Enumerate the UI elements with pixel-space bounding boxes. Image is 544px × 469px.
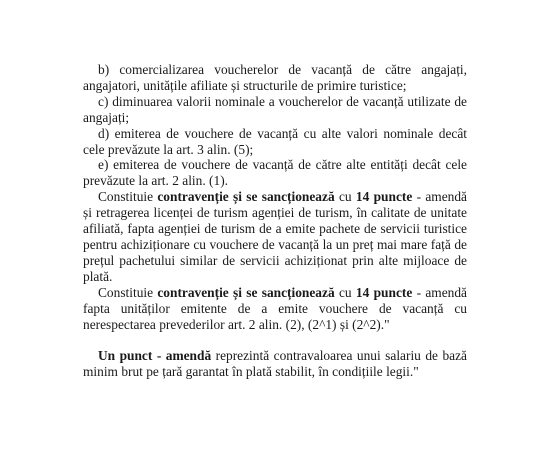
text-run: c) diminuarea valorii nominale a voucherelor de vacanță utilizate de angajați; — [83, 93, 467, 125]
paragraph-item-d — [83, 126, 467, 158]
text-run: e) emiterea de vouchere de vacanță de către alte entități decât cele prevăzute la art. 2 alin. (1). — [83, 157, 467, 189]
paragraph-contravention-1 — [83, 189, 467, 284]
paragraph-item-b — [83, 62, 467, 94]
paragraph-item-c — [83, 94, 467, 126]
text-run: - amendă fapta unităților emitente de a emite vouchere de vacanță cu nerespectarea prevederilor art. 2 alin. (2), (2^1) și (2^2)." — [83, 284, 467, 332]
bold-text: Un punct - amendă — [98, 348, 212, 364]
text-run: cu — [334, 189, 356, 205]
text-run: Constituie — [98, 284, 158, 300]
bold-text: contravenție și se sancționează — [157, 284, 335, 300]
paragraph-definition — [83, 348, 467, 380]
text-run: - amendă și retragerea licenței de turism agenției de turism, în calitate de unitate afiliată, fapta agenției de turism de a emite pachete de servicii turistice pentru achiziționare cu vouchere de vacanță la un preț mai mare față de prețul pachetului similar de servicii achiziționat prin alte mijloace de plată. — [83, 189, 467, 284]
text-run: reprezintă contravaloarea unui salariu de bază minim brut pe țară garantat în plată stabilit, în condițiile legii." — [83, 348, 467, 380]
bold-text: contravenție și se sancționează — [157, 189, 335, 205]
text-run: b) comercializarea voucherelor de vacanță de către angajați, angajatori, unitățile afiliate și structurile de primire turistice; — [83, 62, 467, 93]
paragraph-item-e — [83, 157, 467, 189]
paragraph-contravention-2 — [83, 285, 467, 333]
text-run: cu — [334, 284, 356, 300]
text-run: d) emiterea de vouchere de vacanță cu alte valori nominale decât cele prevăzute la art. 3 alin. (5); — [83, 125, 467, 157]
document-body — [83, 62, 467, 380]
bold-text: 14 puncte — [355, 189, 413, 205]
text-run: Constituie — [98, 189, 158, 205]
bold-text: 14 puncte — [355, 284, 413, 300]
